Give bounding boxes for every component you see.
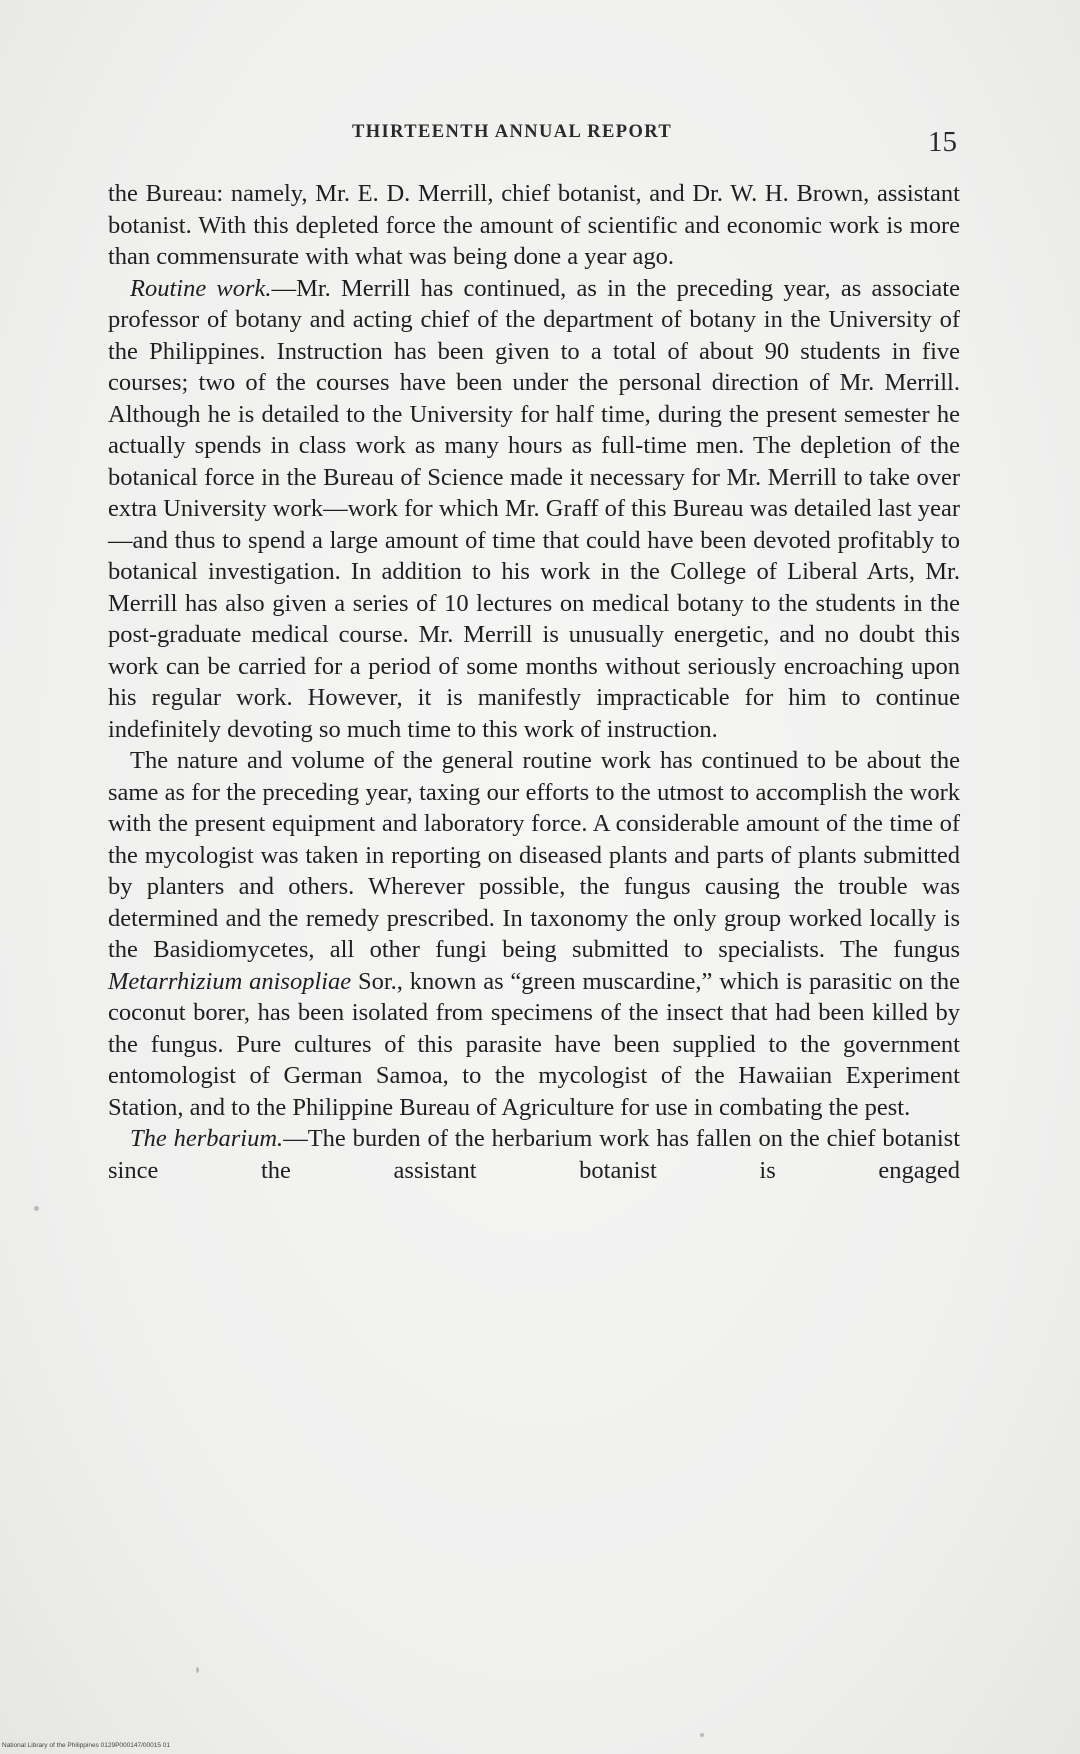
run-in-heading: The herbarium. (130, 1125, 284, 1152)
paragraph-text: —The burden of the herbarium work has fallen on the chief botanist since the assistant botanist is engaged (108, 1125, 960, 1184)
paragraph-text: Sor., known as “green muscardine,” which is parasitic on the coconut borer, has been isolated from specimens of the insect that had been killed by the fungus. Pure cultures of this parasite have been supplied to the government entomologist of German Samoa, to the mycologist of the Hawaiian Experiment Station, and to the Philippine Bureau of Agriculture for use in combating the pest. (108, 967, 960, 1121)
running-head: THIRTEENTH ANNUAL REPORT (352, 122, 673, 142)
scan-speck (34, 1206, 39, 1211)
paragraph-text: the Bureau: namely, Mr. E. D. Merrill, chief botanist, and Dr. W. H. Brown, assistant botanist. With this depleted force the amount of scientific and economic work is more than commensurate with what was being done a year ago. (108, 180, 960, 270)
paragraph-continuation (108, 178, 960, 273)
scan-speck (700, 1733, 704, 1737)
scan-speck (196, 1667, 199, 1673)
paragraph-text: The nature and volume of the general routine work has continued to be about the same as for the preceding year, taxing our efforts to the utmost to accomplish the work with the present equipment and laboratory force. A considerable amount of the time of the mycologist was taken in reporting on diseased plants and parts of plants submitted by planters and others. Wherever possible, the fungus causing the trouble was determined and the remedy prescribed. In taxonomy the only group worked locally is the Basidiomycetes, all other fungi being submitted to specialists. The fungus (108, 747, 960, 963)
footer-credit: National Library of the Philippines 0129P000147/00015 01 (2, 1742, 171, 1749)
paragraph-herbarium (108, 1123, 960, 1186)
body-text (108, 178, 960, 1186)
species-name: Metarrhizium anisopliae (108, 967, 352, 995)
paragraph-text: —Mr. Merrill has continued, as in the preceding year, as associate professor of botany and acting chief of the department of botany in the University of the Philippines. Instruction has been given to a total of about 90 students in five courses; two of the courses have been under the personal direction of Mr. Merrill. Although he is detailed to the University for half time, during the present semester he actually spends in class work as many hours as full-time men. The depletion of the botanical force in the Bureau of Science made it necessary for Mr. Merrill to take over extra University work—work for which Mr. Graff of this Bureau was detailed last year—and thus to spend a large amount of time that could have been devoted profitably to botanical investigation. In addition to his work in the College of Liberal Arts, Mr. Merrill has also given a series of 10 lectures on medical botany to the students in the post-graduate medical course. Mr. Merrill is unusually energetic, and no doubt this work can be carried for a period of some months without seriously encroaching upon his regular work. However, it is manifestly impracticable for him to continue indefinitely devoting so much time to this work of instruction. (108, 274, 960, 743)
page-number: 15 (928, 126, 957, 158)
run-in-heading: Routine work. (130, 274, 272, 302)
paragraph-routine-work (108, 273, 960, 746)
paragraph-general-routine (108, 745, 960, 1123)
